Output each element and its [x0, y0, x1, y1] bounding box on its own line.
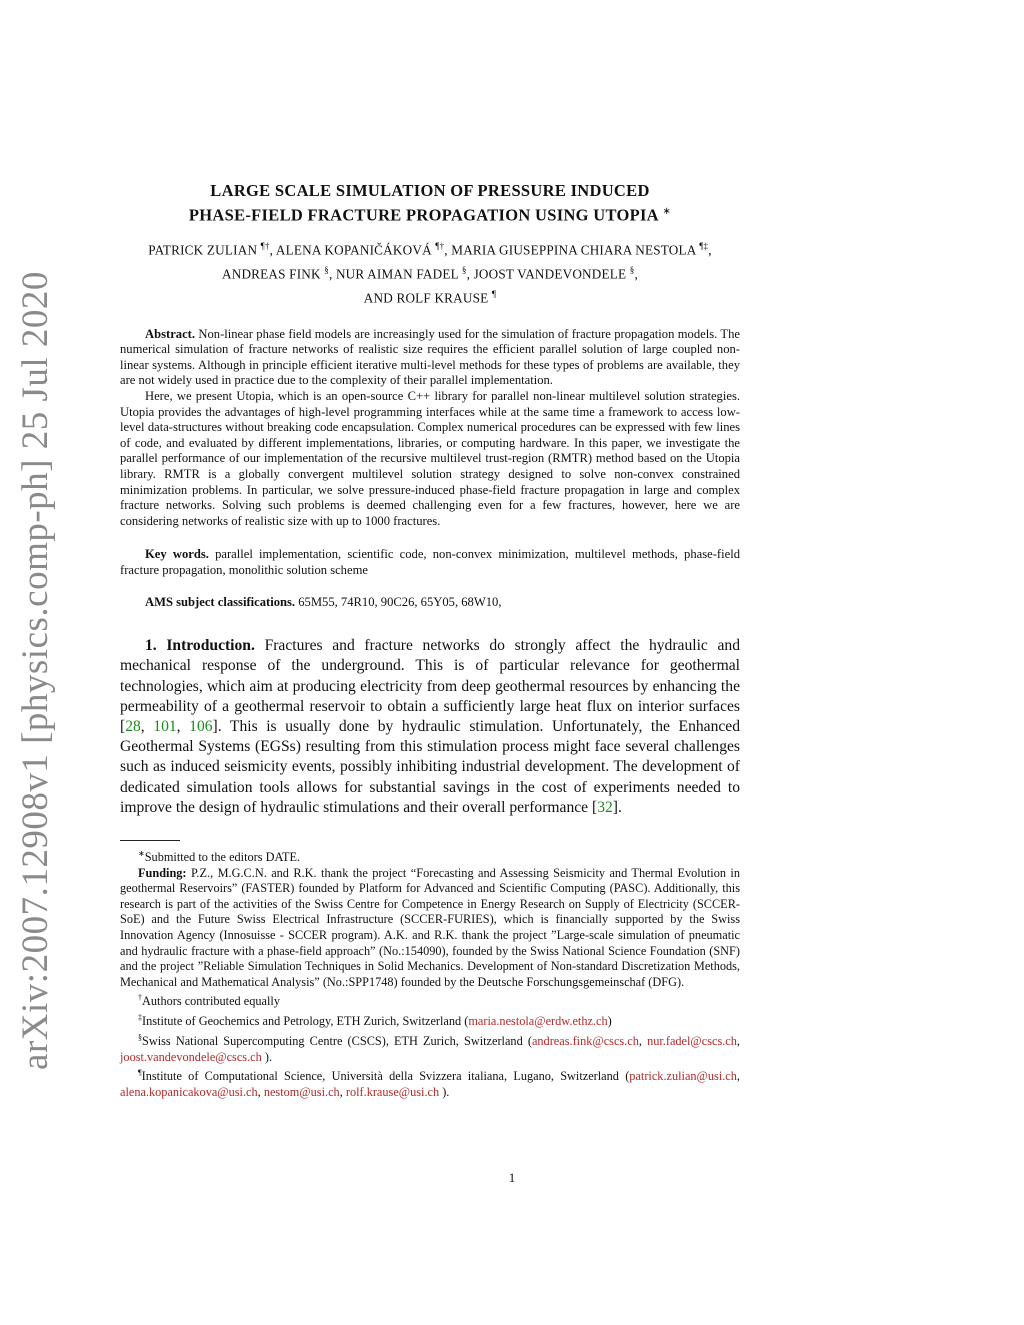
footnote-text: Authors contributed equally [142, 994, 280, 1009]
email-link[interactable]: nur.fadel@cscs.ch [647, 1033, 737, 1048]
title-line-2: PHASE-FIELD FRACTURE PROPAGATION USING UTOPIA [188, 205, 658, 225]
introduction-paragraph: 1. Introduction. Fractures and fracture networks do strongly affect the hydraulic and mechanical response of the underground. This is of particular relevance for geothermal technologies, which aim at producing electricity from deep geothermal resources by enhancing the permeability of a geothermal reservoir to obtain a sufficiently large heat flux on interior surfaces [28, 101, 106]. This is usually done by hydraulic stimulation. Unfortunately, the Enhanced Geothermal Systems (EGSs) resulting from this stimulation process might face several challenges such as induced seismicity events, possibly inhibiting industrial development. The development of dedicated simulation tools allows for substantial savings in the cost of experiments needed to improve the design of hydraulic stimulations and their overall performance [32]. [120, 637, 741, 816]
email-link[interactable]: nestom@usi.ch [263, 1084, 340, 1099]
footnote-text: Institute of Computational Science, Università della Svizzera italiana, Lugano, Switzerland ( [141, 1069, 630, 1084]
funding-label: Funding: [138, 865, 187, 880]
footnote-end: ). [261, 1049, 273, 1064]
footnote-funding [120, 866, 740, 991]
footnote-text: Swiss National Supercomputing Centre (CSCS), ETH Zurich, Switzerland ( [142, 1033, 532, 1048]
author-name: MARIA GIUSEPPINA CHIARA NESTOLA [451, 241, 696, 257]
author-name: AND ROLF KRAUSE [363, 290, 489, 306]
ams-label: AMS subject classifications. [145, 594, 296, 609]
paper-page [120, 180, 740, 1100]
section-heading: 1. Introduction. [145, 637, 255, 655]
footnote-mark: † [138, 993, 142, 1003]
intro-text-2: ]. This is usually done by hydraulic stimulation. Unfortunately, the Enhanced Geothermal Systems (EGSs) resulting from this stimulation process might face several challenges such as induced seismicity events, possibly inhibiting industrial development. The development of dedicated simulation tools allows for substantial savings in the cost of experiments needed to improve the design of hydraulic stimulations and their overall performance [ [120, 717, 741, 816]
author-marks: § [629, 264, 635, 275]
intro-text-3: ]. [612, 798, 622, 816]
email-link[interactable]: rolf.krause@usi.ch [345, 1084, 440, 1099]
author-list [120, 236, 740, 309]
arxiv-stamp-text: arXiv:2007.12908v1 [physics.comp-ph] 25 Jul 2020 [14, 270, 56, 1070]
footnote-mark: ‡ [138, 1013, 142, 1023]
abstract [120, 327, 740, 530]
author-sep: , [444, 241, 452, 257]
ams-classifications [120, 595, 740, 611]
title-footnote-mark: ∗ [662, 206, 672, 217]
email-link[interactable]: alena.kopanicakova@usi.ch [120, 1084, 258, 1099]
abstract-text-2: Here, we present Utopia, which is an open-source C++ library for parallel non-linear multilevel solution strategies. Utopia provides the advantages of high-level programming interfaces while at the same time a framework to access low-level data-structures without breaking code encapsulation. Complex numerical procedures can be expressed with few lines of code, and evaluated by different implementations, libraries, or computing hardware. In this paper, we investigate the parallel performance of our implementation of the recursive multilevel trust-region (RMTR) method based on the Utopia library. RMTR is a globally convergent multilevel solution strategy designed to solve non-convex constrained minimization problems. In particular, we solve pressure-induced phase-field fracture propagation in large and complex fracture networks. Solving such problems is deemed challenging even for a few fractures, however, here we are considering networks of realistic size with up to 1000 fractures. [120, 389, 740, 528]
author-marks: ¶‡ [699, 240, 709, 251]
email-link[interactable]: andreas.fink@cscs.ch [531, 1033, 639, 1048]
arxiv-stamp [10, 270, 60, 1070]
author-sep: , [708, 241, 712, 257]
footnote-text: Submitted to the editors DATE. [144, 850, 301, 865]
citation-link[interactable]: 101 [153, 717, 177, 735]
abstract-paragraph-1 [120, 327, 740, 389]
footnote-mark: ∗ [138, 849, 145, 858]
footnote-mark: ¶ [138, 1068, 142, 1078]
keywords-text: parallel implementation, scientific code, non-convex minimization, multilevel methods, phase-field fracture propagation, monolithic solution scheme [120, 547, 740, 577]
abstract-paragraph-2 [120, 389, 740, 529]
keywords-label: Key words. [145, 547, 209, 562]
author-name: ANDREAS FINK [222, 266, 321, 282]
email-link[interactable]: maria.nestola@erdw.ethz.ch [468, 1014, 608, 1029]
email-link[interactable]: patrick.zulian@usi.ch [629, 1069, 737, 1084]
author-name: ALENA KOPANIČÁKOVÁ [275, 241, 432, 257]
ams-text: 65M55, 74R10, 90C26, 65Y05, 68W10, [298, 594, 502, 609]
author-name: PATRICK ZULIAN [148, 241, 258, 257]
author-marks: § [324, 264, 329, 275]
footnote-equal-contribution [120, 990, 740, 1010]
author-name: JOOST VANDEVONDELE [473, 266, 627, 282]
footnote-cscs: §Swiss National Supercomputing Centre (CSCS), ETH Zurich, Switzerland (andreas.fink@cscs.ch, nur.fadel@cscs.ch, joost.vandevondele@cscs.ch ). [120, 1032, 740, 1064]
citation-link[interactable]: 32 [597, 798, 613, 816]
author-sep: , [466, 266, 474, 282]
title-line-1: LARGE SCALE SIMULATION OF PRESSURE INDUCED [210, 181, 650, 200]
footnote-end: ) [607, 1014, 612, 1029]
author-sep: , [269, 241, 276, 257]
footnote-end: ). [439, 1084, 450, 1099]
author-name: NUR AIMAN FADEL [335, 266, 459, 282]
intro-text-1: Fractures and fracture networks do strongly affect the hydraulic and mechanical response of the underground. This is of particular relevance for geothermal technologies, which aim at producing electricity from deep geothermal resources by enhancing the permeability of a geothermal reservoir to obtain a sufficiently large heat flux on interior surfaces [ [120, 637, 741, 735]
funding-text: P.Z., M.G.C.N. and R.K. thank the project “Forecasting and Assessing Seismicity and Thermal Evolution in geothermal Reservoirs” (FASTER) founded by Platform for Advanced and Scientific Computing (PASC). Additionally, this research is part of the activities of the Swiss Centre for Competence in Energy Research on Supply of Electricity (SCCER-SoE) and the Future Swiss Electrical Infrastructure (SCCER-FURIES), which is financially supported by the Swiss Innovation Agency (Innosuisse - SCCER program). A.K. and R.K. thank the project ”Large-scale simulation of pneumatic and hydraulic fracture with a phase-field approach” (No.:154090), founded by the Swiss National Science Foundation (SNF) and the project ”Reliable Simulation Techniques in Solid Mechanics. Development of Non-standard Discretization Methods, Mechanical and Mathematical Analysis” (No.:SPP1748) founded by the Deutsche Forschungsgemeinschaf (DFG). [120, 865, 740, 989]
footnote-text: Institute of Geochemics and Petrology, ETH Zurich, Switzerland ( [142, 1014, 469, 1029]
footnote-divider [120, 840, 180, 841]
citation-link[interactable]: 28 [125, 717, 141, 735]
author-marks: ¶ [491, 289, 497, 300]
author-sep: , [328, 266, 336, 282]
page-number: 1 [508, 1170, 516, 1185]
citation-link[interactable]: 106 [189, 717, 213, 735]
email-link[interactable]: joost.vandevondele@cscs.ch [120, 1049, 262, 1064]
author-sep: , [634, 266, 638, 282]
paper-title [120, 180, 740, 226]
footnote-submitted [120, 846, 740, 866]
author-marks: ¶† [260, 240, 270, 251]
keywords [120, 547, 740, 578]
footnote-usi: ¶Institute of Computational Science, Università della Svizzera italiana, Lugano, Switzerland (patrick.zulian@usi.ch, alena.kopanicakova@usi.ch, nestom@usi.ch, rolf.krause@usi.ch ). [120, 1068, 740, 1099]
author-marks: ¶† [435, 240, 445, 251]
abstract-label: Abstract. [145, 326, 196, 341]
footnote-mark: § [138, 1032, 142, 1042]
author-marks: § [461, 264, 467, 275]
abstract-text-1: Non-linear phase field models are increasingly used for the simulation of fracture propagation models. The numerical simulation of fracture networks of realistic size requires the efficient parallel solution of large coupled non-linear systems. Although in principle efficient iterative multi-level methods for these types of problems are available, they are not widely used in practice due to the complexity of their parallel implementation. [120, 326, 740, 388]
footnote-eth-geochem [120, 1010, 740, 1030]
